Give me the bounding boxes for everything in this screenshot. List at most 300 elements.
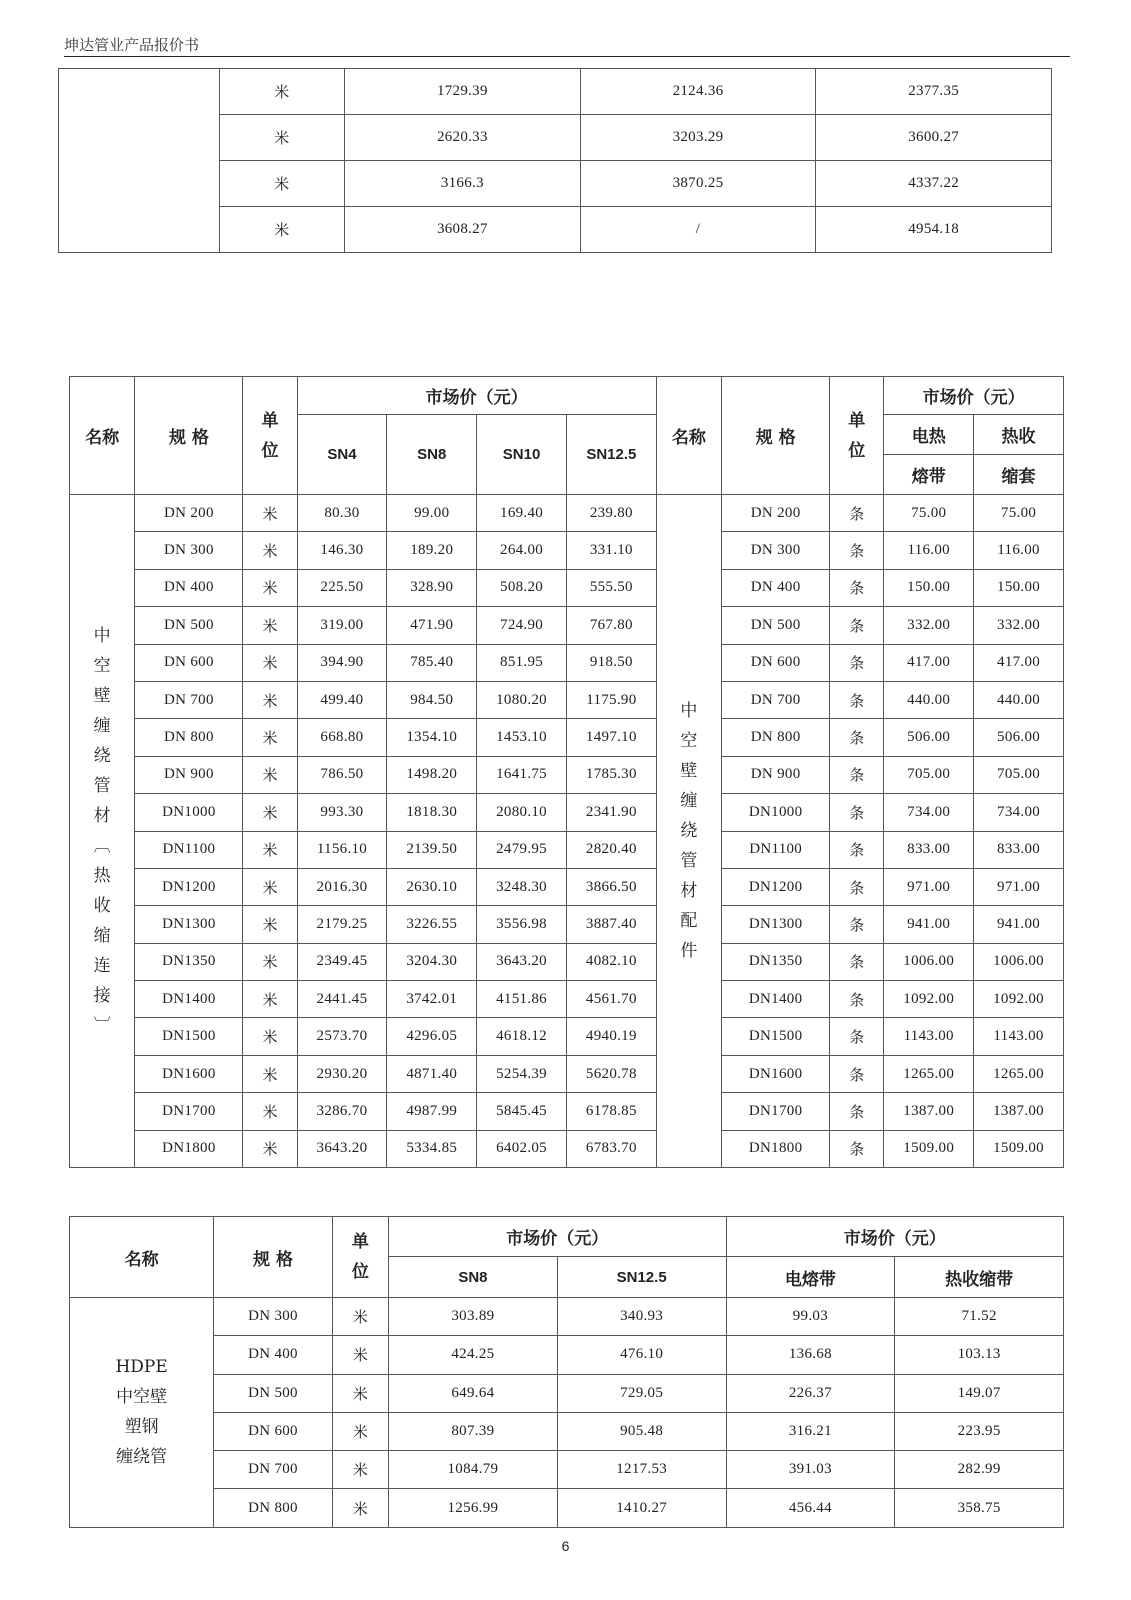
price-sn12-5-cell: 2341.90 (566, 794, 656, 831)
price-sn10-cell: 3643.20 (477, 943, 567, 980)
price-elec-cell: 332.00 (884, 607, 974, 644)
price-heat-cell: 734.00 (974, 794, 1064, 831)
price-sn4-cell: 319.00 (297, 607, 387, 644)
price-elec-cell: 941.00 (884, 906, 974, 943)
unit-cell: 米 (243, 868, 297, 905)
spec-cell: DN 900 (135, 756, 243, 793)
price-heat-cell: 223.95 (895, 1412, 1064, 1450)
price-sn8-cell: 2630.10 (387, 868, 477, 905)
price-sn4-cell: 394.90 (297, 644, 387, 681)
price-sn8-cell: 471.90 (387, 607, 477, 644)
spec-cell: DN1200 (722, 868, 830, 905)
price-sn4-cell: 1156.10 (297, 831, 387, 868)
page-number: 6 (561, 1538, 570, 1554)
price-cell: 4954.18 (816, 207, 1052, 253)
unit-cell: 米 (332, 1298, 388, 1336)
price-elec-cell: 734.00 (884, 794, 974, 831)
price-sn4-cell: 668.80 (297, 719, 387, 756)
price-heat-cell: 941.00 (974, 906, 1064, 943)
price-sn8-cell: 785.40 (387, 644, 477, 681)
unit-cell: 条 (830, 607, 884, 644)
unit-cell: 条 (830, 831, 884, 868)
price-cell: 3608.27 (345, 207, 581, 253)
price-sn10-cell: 1453.10 (477, 719, 567, 756)
price-sn8-cell: 984.50 (387, 681, 477, 718)
unit-cell: 米 (243, 943, 297, 980)
spec-cell: DN1100 (135, 831, 243, 868)
price-cell: 3870.25 (580, 161, 816, 207)
price-elec-cell: 116.00 (884, 532, 974, 569)
price-sn12-5-cell: 3887.40 (566, 906, 656, 943)
unit-cell: 条 (830, 719, 884, 756)
t3-header-heat: 热收缩带 (895, 1257, 1064, 1298)
price-heat-cell: 282.99 (895, 1451, 1064, 1489)
unit-cell: 条 (830, 1055, 884, 1092)
header-sn4: SN4 (297, 415, 387, 495)
price-sn8-cell: 4871.40 (387, 1055, 477, 1092)
price-sn10-cell: 2479.95 (477, 831, 567, 868)
table-row (70, 644, 1064, 681)
price-sn10-cell: 264.00 (477, 532, 567, 569)
price-sn10-cell: 2080.10 (477, 794, 567, 831)
name-char: 材 (93, 806, 111, 827)
unit-cell: 米 (332, 1374, 388, 1412)
price-sn10-cell: 5254.39 (477, 1055, 567, 1092)
price-heat-cell: 705.00 (974, 756, 1064, 793)
spec-cell: DN1800 (135, 1130, 243, 1167)
unit-cell: 条 (830, 681, 884, 718)
price-elec-cell: 150.00 (884, 569, 974, 606)
price-heat-cell: 971.00 (974, 868, 1064, 905)
name-line: HDPE (115, 1357, 168, 1378)
unit-cell: 条 (830, 1093, 884, 1130)
unit-cell: 米 (243, 981, 297, 1018)
price-heat-cell: 1143.00 (974, 1018, 1064, 1055)
price-sn10-cell: 1080.20 (477, 681, 567, 718)
price-sn4-cell: 2930.20 (297, 1055, 387, 1092)
spec-cell: DN 800 (722, 719, 830, 756)
price-sn12-5-cell: 1410.27 (557, 1489, 726, 1527)
table-row (70, 794, 1064, 831)
table-row (70, 719, 1064, 756)
t3-header-name: 名称 (70, 1217, 214, 1298)
price-heat-cell: 358.75 (895, 1489, 1064, 1527)
header-name: 名称 (70, 377, 135, 495)
spec-cell: DN1700 (135, 1093, 243, 1130)
header-unit2-line2: 位 (848, 440, 866, 461)
unit-cell: 米 (243, 1093, 297, 1130)
table-row (70, 1412, 1064, 1450)
spec-cell: DN 200 (135, 495, 243, 532)
price-cell: 1729.39 (345, 69, 581, 115)
price-sn12-5-cell: 1217.53 (557, 1451, 726, 1489)
price-sn8-cell: 1498.20 (387, 756, 477, 793)
price-sn12-5-cell: 4940.19 (566, 1018, 656, 1055)
price-sn4-cell: 786.50 (297, 756, 387, 793)
price-cell: 3166.3 (345, 161, 581, 207)
name-char: 绕 (93, 746, 111, 767)
price-sn10-cell: 1641.75 (477, 756, 567, 793)
price-sn8-cell: 807.39 (389, 1412, 558, 1450)
header-unit-line2: 位 (261, 440, 279, 461)
price-sn12-5-cell: 905.48 (557, 1412, 726, 1450)
spec-cell: DN1350 (722, 943, 830, 980)
unit-cell: 米 (332, 1489, 388, 1527)
spec-cell: DN 300 (722, 532, 830, 569)
table-row (70, 943, 1064, 980)
header-spec-2: 规 格 (722, 377, 830, 495)
t3-header-elec: 电熔带 (726, 1257, 895, 1298)
price-sn10-cell: 6402.05 (477, 1130, 567, 1167)
price-heat-cell: 1509.00 (974, 1130, 1064, 1167)
spec-cell: DN 900 (722, 756, 830, 793)
price-cell: 2377.35 (816, 69, 1052, 115)
price-sn10-cell: 508.20 (477, 569, 567, 606)
unit-cell: 条 (830, 1130, 884, 1167)
price-sn8-cell: 328.90 (387, 569, 477, 606)
header-unit-line1: 单 (261, 410, 279, 431)
unit-cell: 米 (243, 906, 297, 943)
price-sn8-cell: 649.64 (389, 1374, 558, 1412)
price-heat-cell: 71.52 (895, 1298, 1064, 1336)
spec-cell: DN 600 (214, 1412, 333, 1450)
price-sn8-cell: 189.20 (387, 532, 477, 569)
unit-cell: 条 (830, 943, 884, 980)
price-sn10-cell: 4151.86 (477, 981, 567, 1018)
page-header (64, 28, 1070, 57)
price-sn10-cell: 5845.45 (477, 1093, 567, 1130)
table-row (70, 868, 1064, 905)
unit-cell: 条 (830, 569, 884, 606)
spec-cell: DN1800 (722, 1130, 830, 1167)
price-heat-cell: 440.00 (974, 681, 1064, 718)
unit-cell: 米 (243, 1055, 297, 1092)
price-elec-cell: 316.21 (726, 1412, 895, 1450)
header-market-price-2: 市场价（元） (884, 377, 1064, 415)
name-char: 收 (93, 896, 111, 917)
t3-header-market-price-b: 市场价（元） (726, 1217, 1063, 1257)
unit-cell: 米 (219, 207, 345, 253)
table-row (70, 1489, 1064, 1527)
unit-cell: 米 (243, 831, 297, 868)
spec-cell: DN 200 (722, 495, 830, 532)
product-name (70, 1298, 214, 1528)
table-row (70, 495, 1064, 532)
price-sn10-cell: 851.95 (477, 644, 567, 681)
header-elec-line1: 电热 (884, 415, 974, 455)
price-heat-cell: 417.00 (974, 644, 1064, 681)
t3-header-market-price-a: 市场价（元） (389, 1217, 726, 1257)
price-elec-cell: 75.00 (884, 495, 974, 532)
price-sn4-cell: 2179.25 (297, 906, 387, 943)
unit-cell: 米 (219, 115, 345, 161)
fitting-name-vertical (656, 495, 721, 1168)
price-sn4-cell: 993.30 (297, 794, 387, 831)
spec-cell: DN 400 (722, 569, 830, 606)
header-name-2: 名称 (656, 377, 721, 495)
unit-cell: 条 (830, 981, 884, 1018)
spec-cell: DN 300 (214, 1298, 333, 1336)
price-sn8-cell: 99.00 (387, 495, 477, 532)
name-char: ︹ (93, 836, 111, 857)
header-sn12-5: SN12.5 (566, 415, 656, 495)
price-sn8-cell: 1084.79 (389, 1451, 558, 1489)
spec-cell: DN1300 (722, 906, 830, 943)
price-sn4-cell: 499.40 (297, 681, 387, 718)
price-sn12-5-cell: 239.80 (566, 495, 656, 532)
spec-cell: DN1500 (722, 1018, 830, 1055)
table-row (70, 1451, 1064, 1489)
price-sn8-cell: 3204.30 (387, 943, 477, 980)
price-cell: 2620.33 (345, 115, 581, 161)
price-sn10-cell: 3248.30 (477, 868, 567, 905)
price-sn12-5-cell: 767.80 (566, 607, 656, 644)
unit-cell: 米 (243, 756, 297, 793)
name-char: 空 (680, 731, 698, 752)
price-heat-cell: 1387.00 (974, 1093, 1064, 1130)
price-heat-cell: 149.07 (895, 1374, 1064, 1412)
price-sn8-cell: 1256.99 (389, 1489, 558, 1527)
price-sn8-cell: 2139.50 (387, 831, 477, 868)
spec-cell: DN 400 (135, 569, 243, 606)
price-heat-cell: 506.00 (974, 719, 1064, 756)
spec-cell: DN 800 (135, 719, 243, 756)
unit-cell: 米 (332, 1336, 388, 1374)
price-sn4-cell: 2016.30 (297, 868, 387, 905)
unit-cell: 条 (830, 532, 884, 569)
price-sn4-cell: 80.30 (297, 495, 387, 532)
price-sn8-cell: 1818.30 (387, 794, 477, 831)
spec-cell: DN 500 (722, 607, 830, 644)
table-row (70, 681, 1064, 718)
price-elec-cell: 971.00 (884, 868, 974, 905)
t3-header-unit-line2: 位 (351, 1262, 369, 1282)
unit-cell: 米 (332, 1451, 388, 1489)
price-sn12-5-cell: 1497.10 (566, 719, 656, 756)
header-sn8: SN8 (387, 415, 477, 495)
header-heat-line1: 热收 (974, 415, 1064, 455)
price-sn12-5-cell: 340.93 (557, 1298, 726, 1336)
name-char: 材 (680, 881, 698, 902)
price-sn10-cell: 724.90 (477, 607, 567, 644)
spec-cell: DN 800 (214, 1489, 333, 1527)
price-sn8-cell: 4296.05 (387, 1018, 477, 1055)
table-row (70, 1298, 1064, 1336)
price-cell: 3203.29 (580, 115, 816, 161)
price-sn12-5-cell: 729.05 (557, 1374, 726, 1412)
price-elec-cell: 1387.00 (884, 1093, 974, 1130)
price-sn12-5-cell: 1175.90 (566, 681, 656, 718)
name-char: 热 (93, 866, 111, 887)
spec-cell: DN1600 (135, 1055, 243, 1092)
table-row (70, 831, 1064, 868)
t3-header-spec: 规 格 (214, 1217, 333, 1298)
price-cell: 3600.27 (816, 115, 1052, 161)
price-heat-cell: 332.00 (974, 607, 1064, 644)
price-sn12-5-cell: 6783.70 (566, 1130, 656, 1167)
price-elec-cell: 440.00 (884, 681, 974, 718)
empty-name-cell (59, 69, 220, 253)
unit-cell: 米 (243, 569, 297, 606)
price-heat-cell: 103.13 (895, 1336, 1064, 1374)
price-sn4-cell: 2349.45 (297, 943, 387, 980)
hollow-wall-pipe-price-table (69, 376, 1064, 1168)
price-elec-cell: 705.00 (884, 756, 974, 793)
price-heat-cell: 75.00 (974, 495, 1064, 532)
table-row (70, 1374, 1064, 1412)
name-char: 缠 (93, 716, 111, 737)
price-elec-cell: 506.00 (884, 719, 974, 756)
table-row (59, 69, 1052, 115)
unit-cell: 米 (243, 495, 297, 532)
name-line: 缠绕管 (116, 1447, 168, 1468)
spec-cell: DN 600 (135, 644, 243, 681)
price-elec-cell: 99.03 (726, 1298, 895, 1336)
unit-cell: 条 (830, 794, 884, 831)
unit-cell: 条 (830, 868, 884, 905)
price-elec-cell: 1509.00 (884, 1130, 974, 1167)
price-elec-cell: 456.44 (726, 1489, 895, 1527)
spec-cell: DN1200 (135, 868, 243, 905)
name-char: 连 (93, 956, 111, 977)
price-sn12-5-cell: 555.50 (566, 569, 656, 606)
name-char: 管 (680, 851, 698, 872)
price-elec-cell: 1006.00 (884, 943, 974, 980)
header-spec: 规 格 (135, 377, 243, 495)
spec-cell: DN 500 (135, 607, 243, 644)
price-elec-cell: 1092.00 (884, 981, 974, 1018)
price-elec-cell: 136.68 (726, 1336, 895, 1374)
name-char: 壁 (680, 761, 698, 782)
price-table-continued (58, 68, 1052, 253)
t3-header-unit (332, 1217, 388, 1298)
unit-cell: 条 (830, 756, 884, 793)
price-heat-cell: 1265.00 (974, 1055, 1064, 1092)
price-elec-cell: 1265.00 (884, 1055, 974, 1092)
unit-cell: 米 (243, 607, 297, 644)
unit-cell: 米 (243, 1018, 297, 1055)
unit-cell: 米 (243, 532, 297, 569)
unit-cell: 条 (830, 1018, 884, 1055)
price-sn8-cell: 3226.55 (387, 906, 477, 943)
price-sn8-cell: 4987.99 (387, 1093, 477, 1130)
document-title: 坤达管业产品报价书 (64, 36, 200, 54)
spec-cell: DN1700 (722, 1093, 830, 1130)
table-row (70, 906, 1064, 943)
price-sn4-cell: 225.50 (297, 569, 387, 606)
spec-cell: DN 500 (214, 1374, 333, 1412)
price-sn12-5-cell: 918.50 (566, 644, 656, 681)
price-sn4-cell: 2573.70 (297, 1018, 387, 1055)
price-sn8-cell: 303.89 (389, 1298, 558, 1336)
price-sn8-cell: 424.25 (389, 1336, 558, 1374)
unit-cell: 米 (219, 69, 345, 115)
header-unit2-line1: 单 (848, 410, 866, 431)
price-sn4-cell: 2441.45 (297, 981, 387, 1018)
spec-cell: DN1400 (722, 981, 830, 1018)
table-row (70, 1055, 1064, 1092)
unit-cell: 条 (830, 644, 884, 681)
price-sn8-cell: 5334.85 (387, 1130, 477, 1167)
table-row (70, 1093, 1064, 1130)
price-heat-cell: 150.00 (974, 569, 1064, 606)
price-sn4-cell: 146.30 (297, 532, 387, 569)
unit-cell: 米 (243, 681, 297, 718)
price-sn12-5-cell: 4082.10 (566, 943, 656, 980)
spec-cell: DN 400 (214, 1336, 333, 1374)
price-heat-cell: 833.00 (974, 831, 1064, 868)
header-market-price: 市场价（元） (297, 377, 656, 415)
price-heat-cell: 1006.00 (974, 943, 1064, 980)
spec-cell: DN 700 (214, 1451, 333, 1489)
price-sn10-cell: 4618.12 (477, 1018, 567, 1055)
table-row (70, 569, 1064, 606)
spec-cell: DN 700 (722, 681, 830, 718)
price-elec-cell: 417.00 (884, 644, 974, 681)
header-unit-2 (830, 377, 884, 495)
name-char: 壁 (93, 686, 111, 707)
name-char: 缩 (93, 926, 111, 947)
price-sn4-cell: 3286.70 (297, 1093, 387, 1130)
price-sn12-5-cell: 6178.85 (566, 1093, 656, 1130)
table-row (70, 607, 1064, 644)
header-heat-line2: 缩套 (974, 455, 1064, 495)
name-char: 空 (93, 656, 111, 677)
hdpe-pipe-price-table (69, 1216, 1064, 1528)
unit-cell: 米 (332, 1412, 388, 1450)
unit-cell: 条 (830, 906, 884, 943)
table-row (70, 532, 1064, 569)
price-elec-cell: 391.03 (726, 1451, 895, 1489)
price-sn8-cell: 3742.01 (387, 981, 477, 1018)
spec-cell: DN 700 (135, 681, 243, 718)
table-row (70, 756, 1064, 793)
name-line: 中空壁 (116, 1387, 168, 1408)
t3-header-sn12-5: SN12.5 (557, 1257, 726, 1298)
price-elec-cell: 1143.00 (884, 1018, 974, 1055)
spec-cell: DN1500 (135, 1018, 243, 1055)
header-sn10: SN10 (477, 415, 567, 495)
price-sn10-cell: 3556.98 (477, 906, 567, 943)
price-heat-cell: 1092.00 (974, 981, 1064, 1018)
header-elec-line2: 熔带 (884, 455, 974, 495)
table-row (70, 1336, 1064, 1374)
name-char: 中 (93, 626, 111, 647)
unit-cell: 米 (243, 794, 297, 831)
unit-cell: 米 (243, 644, 297, 681)
price-sn12-5-cell: 2820.40 (566, 831, 656, 868)
price-sn12-5-cell: 476.10 (557, 1336, 726, 1374)
table-row (70, 1130, 1064, 1167)
name-char: ︺ (93, 1016, 111, 1037)
t3-header-sn8: SN8 (389, 1257, 558, 1298)
spec-cell: DN1350 (135, 943, 243, 980)
name-char: 接 (93, 986, 111, 1007)
table-row (70, 981, 1064, 1018)
price-sn12-5-cell: 331.10 (566, 532, 656, 569)
product-name-vertical (70, 495, 135, 1168)
name-char: 中 (680, 701, 698, 722)
price-sn10-cell: 169.40 (477, 495, 567, 532)
price-heat-cell: 116.00 (974, 532, 1064, 569)
spec-cell: DN1000 (135, 794, 243, 831)
price-elec-cell: 833.00 (884, 831, 974, 868)
t3-header-unit-line1: 单 (351, 1232, 369, 1252)
price-sn12-5-cell: 3866.50 (566, 868, 656, 905)
price-cell: / (580, 207, 816, 253)
unit-cell: 条 (830, 495, 884, 532)
price-sn12-5-cell: 4561.70 (566, 981, 656, 1018)
